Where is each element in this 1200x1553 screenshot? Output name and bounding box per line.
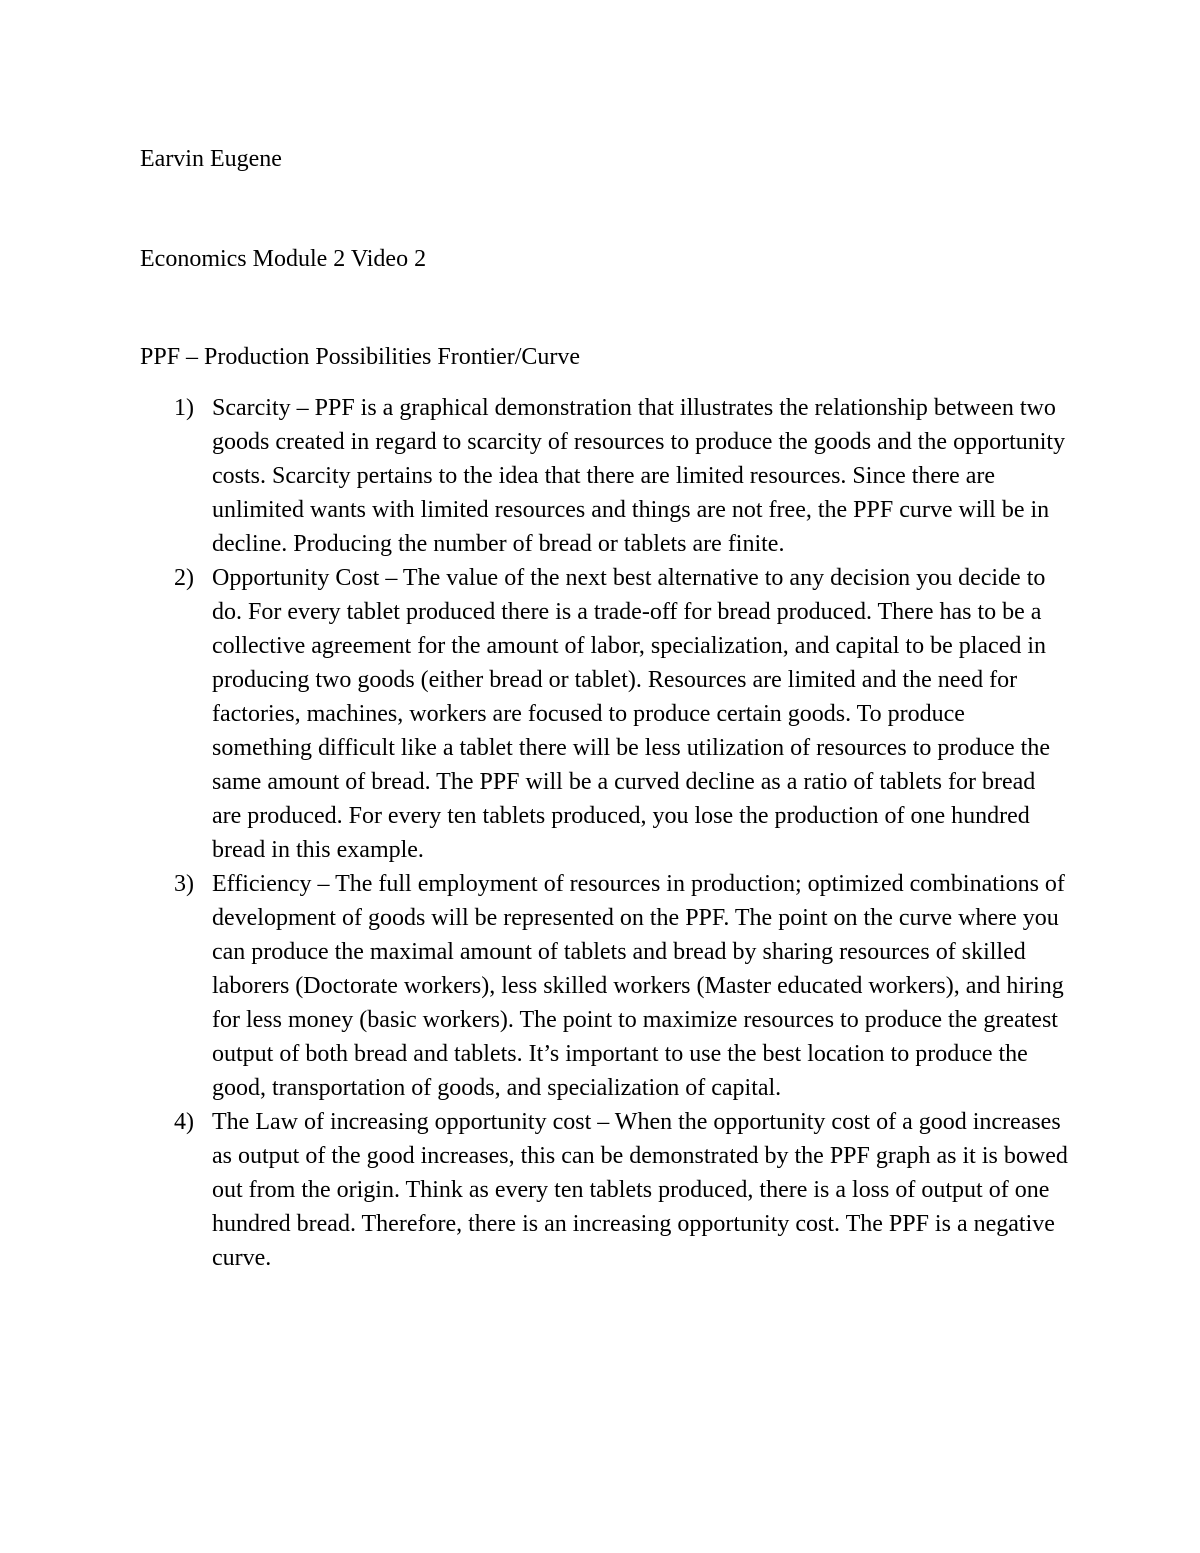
list-item-text: The Law of increasing opportunity cost – When the opportunity cost of a good increases as output of the good increases, this can be demonstrated by the PPF graph as it is bowed out from the origin. Think as every ten tablets produced, there is a loss of output of one hundred bread. Therefore, there is an increasing opportunity cost. The PPF is a negative curve. [212,1109,1068,1271]
list-item-text: Opportunity Cost – The value of the next best alternative to any decision you decide to do. For every tablet produced there is a trade-off for bread produced. There has to be a collective agreement for the amount of labor, specialization, and capital to be placed in producing two goods (either bread or tablet). Resources are limited and the need for factories, machines, workers are focused to produce certain goods. To produce something difficult like a tablet there will be less utilization of resources to produce the same amount of bread. The PPF will be a curved decline as a ratio of tablets for bread are produced. For every ten tablets produced, you lose the production of one hundred bread in this example. [212,565,1050,863]
course-title: Economics Module 2 Video 2 [140,246,427,272]
list-item-number: 4) [174,1109,194,1135]
list-item-efficiency [140,867,1070,1105]
numbered-list [140,391,1070,1275]
list-item-opportunity-cost [140,561,1070,867]
list-item-text: Scarcity – PPF is a graphical demonstration that illustrates the relationship between two goods created in regard to scarcity of resources to produce the goods and the opportunity costs. Scarcity pertains to the idea that there are limited resources. Since there are unlimited wants with limited resources and things are not free, the PPF curve will be in decline. Producing the number of bread or tablets are finite. [212,395,1066,557]
list-item-number: 3) [174,871,194,897]
list-item-text: Efficiency – The full employment of resources in production; optimized combinations of development of goods will be represented on the PPF. The point on the curve where you can produce the maximal amount of tablets and bread by sharing resources of skilled laborers (Doctorate workers), less skilled workers (Master educated workers), and hiring for less money (basic workers). The point to maximize resources to produce the greatest output of both bread and tablets. It’s important to use the best location to produce the good, transportation of goods, and specialization of capital. [212,871,1065,1101]
list-item-increasing-opportunity-cost [140,1105,1070,1275]
list-item-number: 2) [174,565,194,591]
list-item-number: 1) [174,395,194,421]
author-name: Earvin Eugene [140,146,282,172]
list-item-scarcity [140,391,1070,561]
section-heading: PPF – Production Possibilities Frontier/Curve [140,344,581,370]
